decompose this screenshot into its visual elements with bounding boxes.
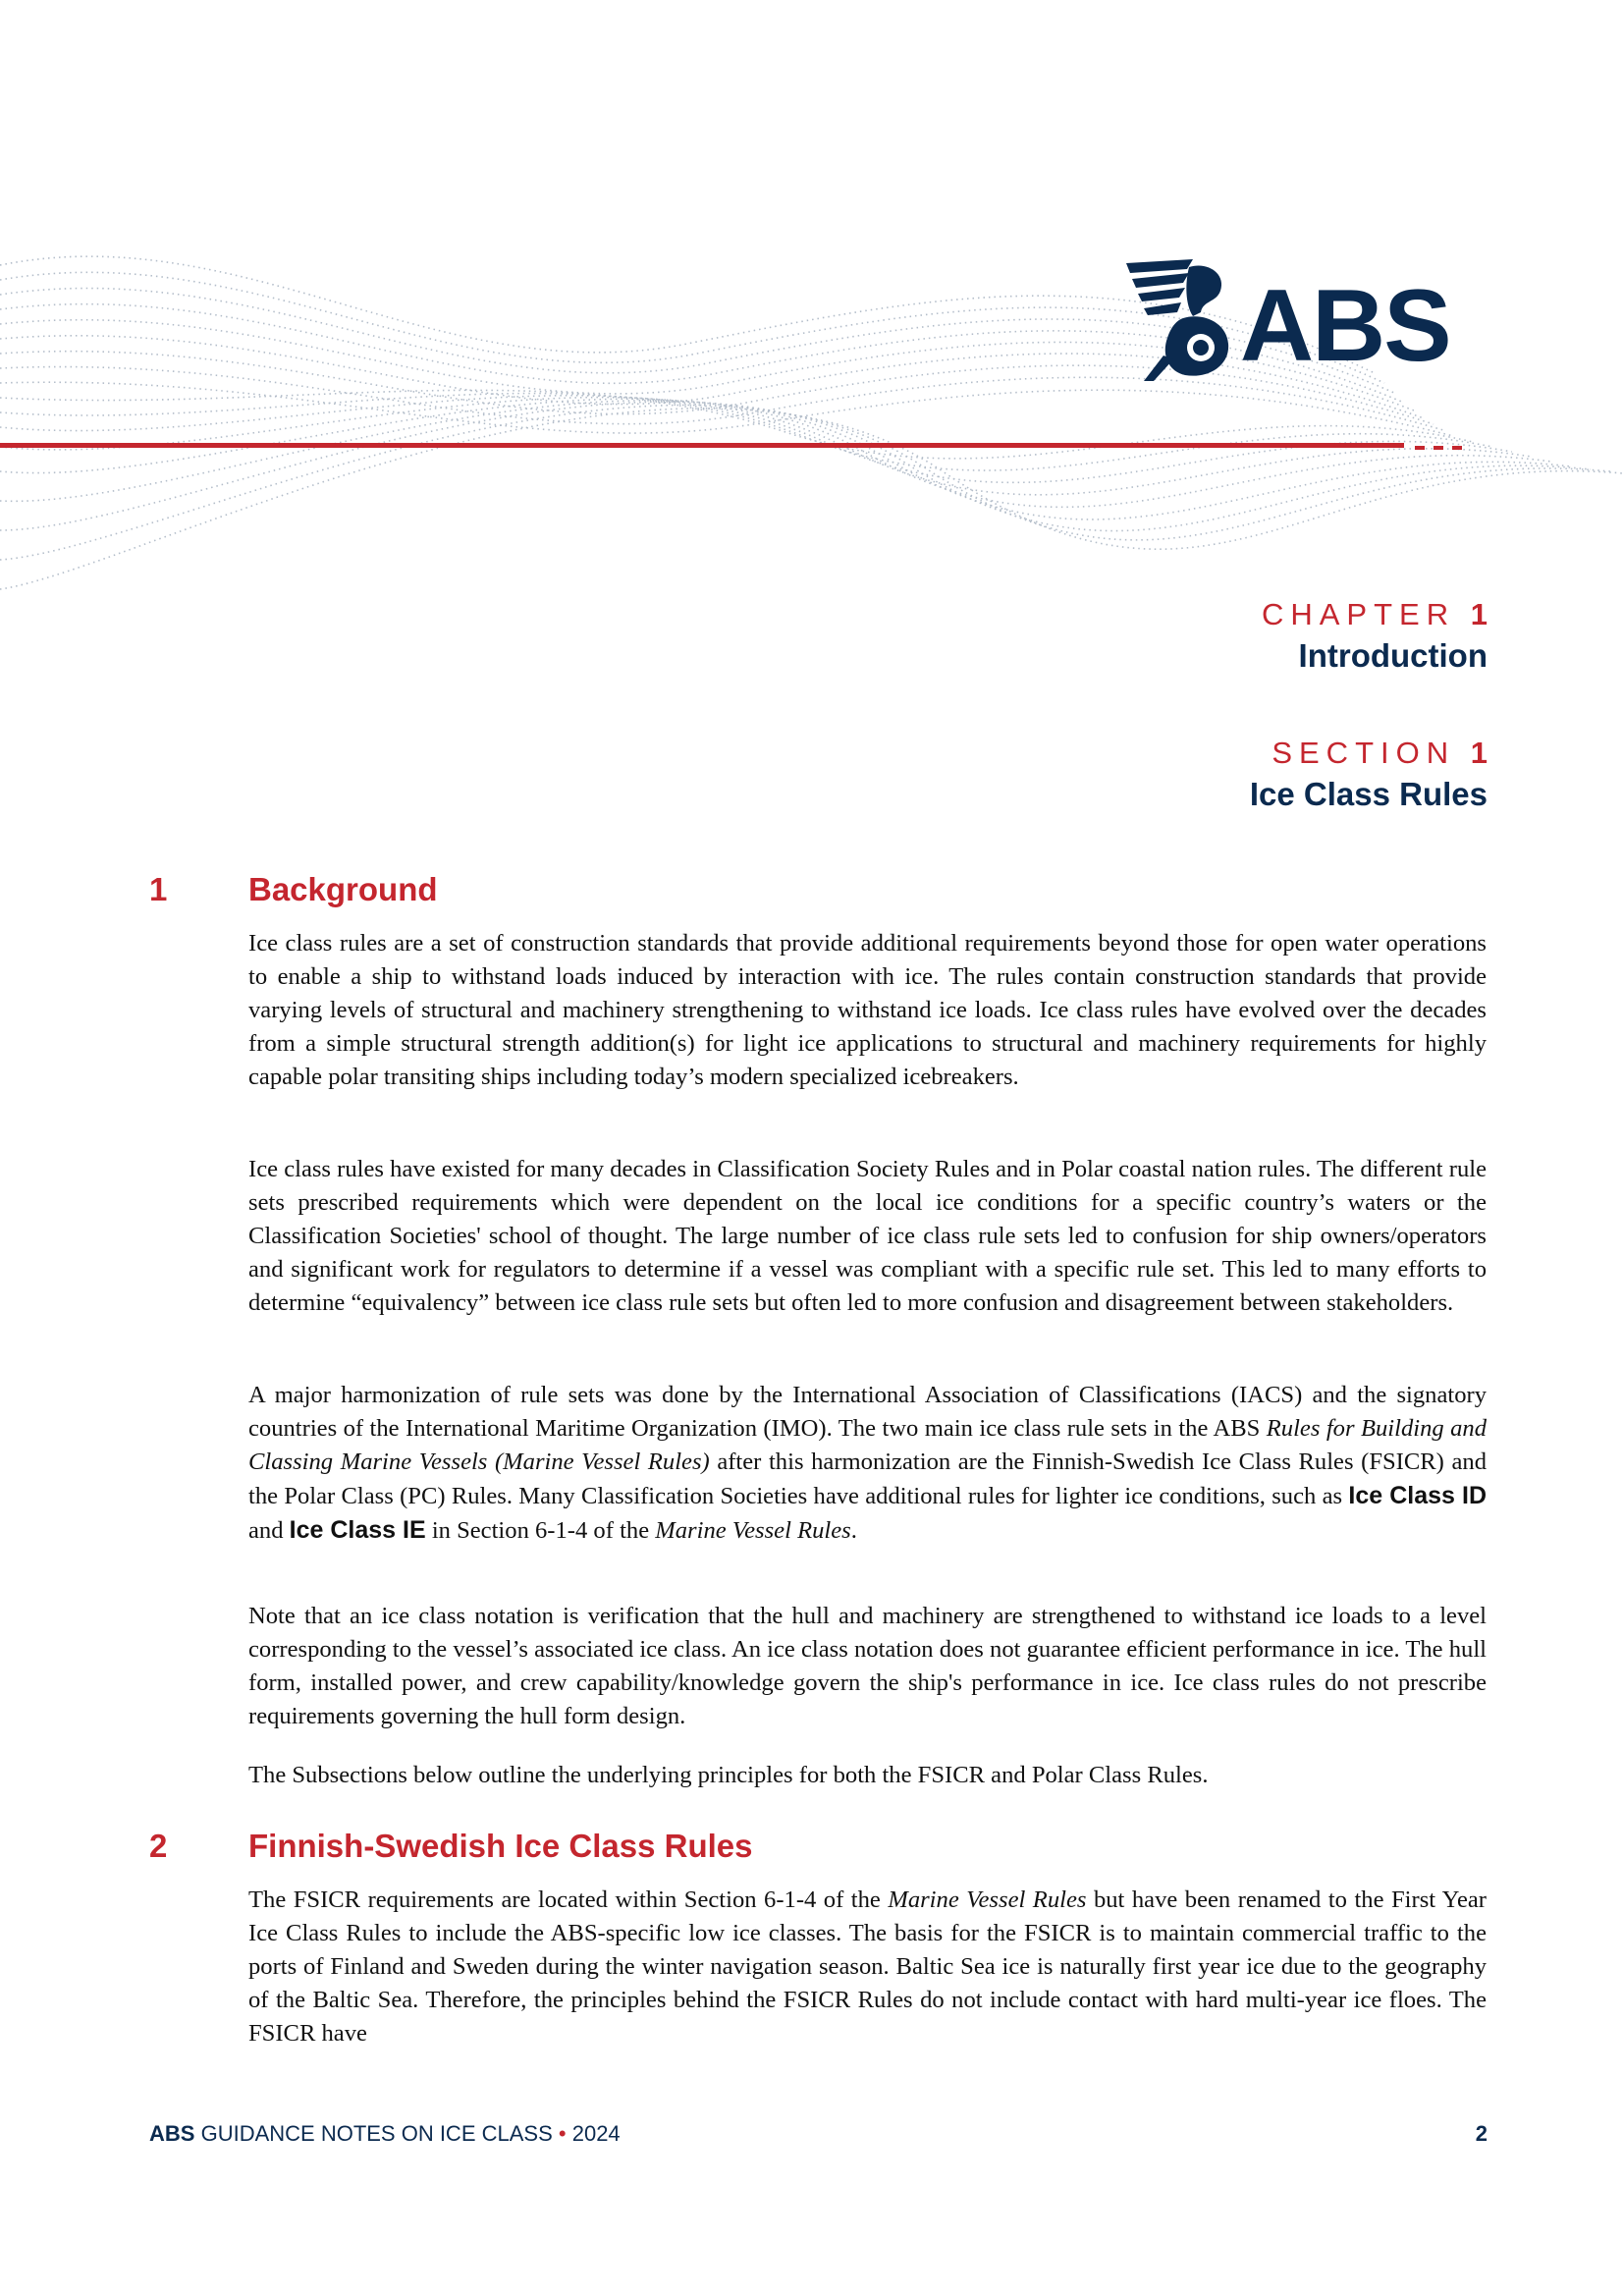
subsection-number: 2 — [149, 1828, 168, 1864]
subsection-title: Background — [248, 871, 438, 907]
text-run: but have been renamed to the First Year Ice Class Rules to include the ABS-specific low ice classes. The basis for the FSICR is to maintain commercial traffic to the ports of Finland and Sweden during the winter navigation season. Baltic Sea ice is naturally first year ice due to the geography of the Baltic Sea. Therefore, the principles behind the FSICR Rules do not include contact with hard multi-year ice floes. The FSICR have — [248, 1886, 1487, 2047]
subsection-number: 1 — [149, 871, 168, 907]
chapter-heading — [1262, 595, 1488, 678]
subsection-heading-background — [149, 870, 438, 909]
header-red-dash — [1415, 446, 1425, 450]
body-paragraph: The Subsections below outline the underlying principles for both the FSICR and Polar Class Rules. — [248, 1762, 1209, 1788]
text-run: A major harmonization of rule sets was done by the International Association of Classifications (IACS) and the signatory countries of the International Maritime Organization (IMO). The two main ice class rule sets in the ABS — [248, 1382, 1487, 1442]
section-label: SECTION — [1271, 736, 1456, 770]
body-paragraph: Ice class rules have existed for many decades in Classification Society Rules and in Polar coastal nation rules. The different rule sets prescribed requirements which were dependent on the local ice conditions for a specific country’s waters or the Classification Societies' school of thought. The large number of ice class rule sets led to confusion for ship owners/operators and significant work for regulators to determine if a vessel was compliant with a specific rule set. This led to many efforts to determine “equivalency” between ice class rule sets but often led to more confusion and disagreement between stakeholders. — [248, 1156, 1487, 1316]
rules-title-italic: Rules for Building and Classing Marine Vessels (Marine Vessel Rules) — [248, 1415, 1488, 1475]
subsection-heading-fsicr — [149, 1827, 752, 1866]
chapter-label: CHAPTER — [1261, 597, 1456, 631]
footer-brand: ABS — [149, 2121, 195, 2146]
notation-ice-class-ie: Ice Class IE — [289, 1516, 426, 1544]
text-run: The FSICR requirements are located within Section 6-1-4 of the — [248, 1886, 881, 1913]
body-paragraph: Note that an ice class notation is verification that the hull and machinery are strengthened to withstand ice loads to a level corresponding to the vessel’s associated ice class. An ice class notation does not guarantee efficient performance in ice. The hull form, installed power, and crew capability/knowledge govern the ship's performance in ice. Ice class rules do not prescribe requirements governing the hull form design. — [248, 1603, 1487, 1729]
body-paragraph-fsicr — [248, 1884, 1487, 2050]
marine-vessel-rules-italic: Marine Vessel Rules — [655, 1517, 851, 1544]
text-run: . — [850, 1517, 857, 1544]
header-red-dash — [1434, 446, 1443, 450]
chapter-kicker — [1262, 595, 1488, 634]
chapter-number: 1 — [1470, 597, 1488, 631]
body-paragraph: Ice class rules are a set of construction standards that provide additional requirements beyond those for open water operations to enable a ship to withstand loads induced by interaction with ice. The rules contain construction standards that provide varying levels of structural and machinery strengthening to withstand ice loads. Ice class rules have evolved over the decades from a simple structural strength addition(s) for light ice applications to structural and machinery requirements for highly capable polar transiting ships including today’s modern specialized icebreakers. — [248, 930, 1487, 1090]
logo-wordmark: ABS — [1240, 269, 1450, 383]
footer-separator: • — [558, 2121, 567, 2146]
text-run: in Section 6-1-4 of the — [431, 1517, 650, 1544]
marine-vessel-rules-italic: Marine Vessel Rules — [888, 1886, 1087, 1913]
chapter-title: Introduction — [1298, 637, 1488, 674]
body-paragraph-harmonization — [248, 1379, 1487, 1548]
eagle-emblem-icon — [1124, 257, 1242, 385]
footer-document-title — [149, 2121, 621, 2147]
footer-year: 2024 — [571, 2121, 621, 2146]
section-kicker — [1250, 734, 1488, 773]
notation-ice-class-id: Ice Class ID — [1348, 1482, 1487, 1509]
text-run: and — [248, 1517, 284, 1544]
section-title: Ice Class Rules — [1249, 776, 1488, 812]
text-run: after this harmonization are the Finnish-Swedish Ice Class Rules (FSICR) and the Polar Class (PC) Rules. Many Classification Societies have additional rules for lighter ice conditions, such as — [248, 1449, 1487, 1509]
abs-logo — [1124, 257, 1478, 393]
subsection-title: Finnish-Swedish Ice Class Rules — [248, 1828, 753, 1864]
section-heading — [1250, 734, 1488, 816]
section-number: 1 — [1470, 736, 1488, 770]
footer-doc-title: GUIDANCE NOTES ON ICE CLASS — [200, 2121, 553, 2146]
header-red-dash — [1452, 446, 1462, 450]
page-number: 2 — [1475, 2121, 1488, 2146]
header-red-rule — [0, 443, 1404, 448]
